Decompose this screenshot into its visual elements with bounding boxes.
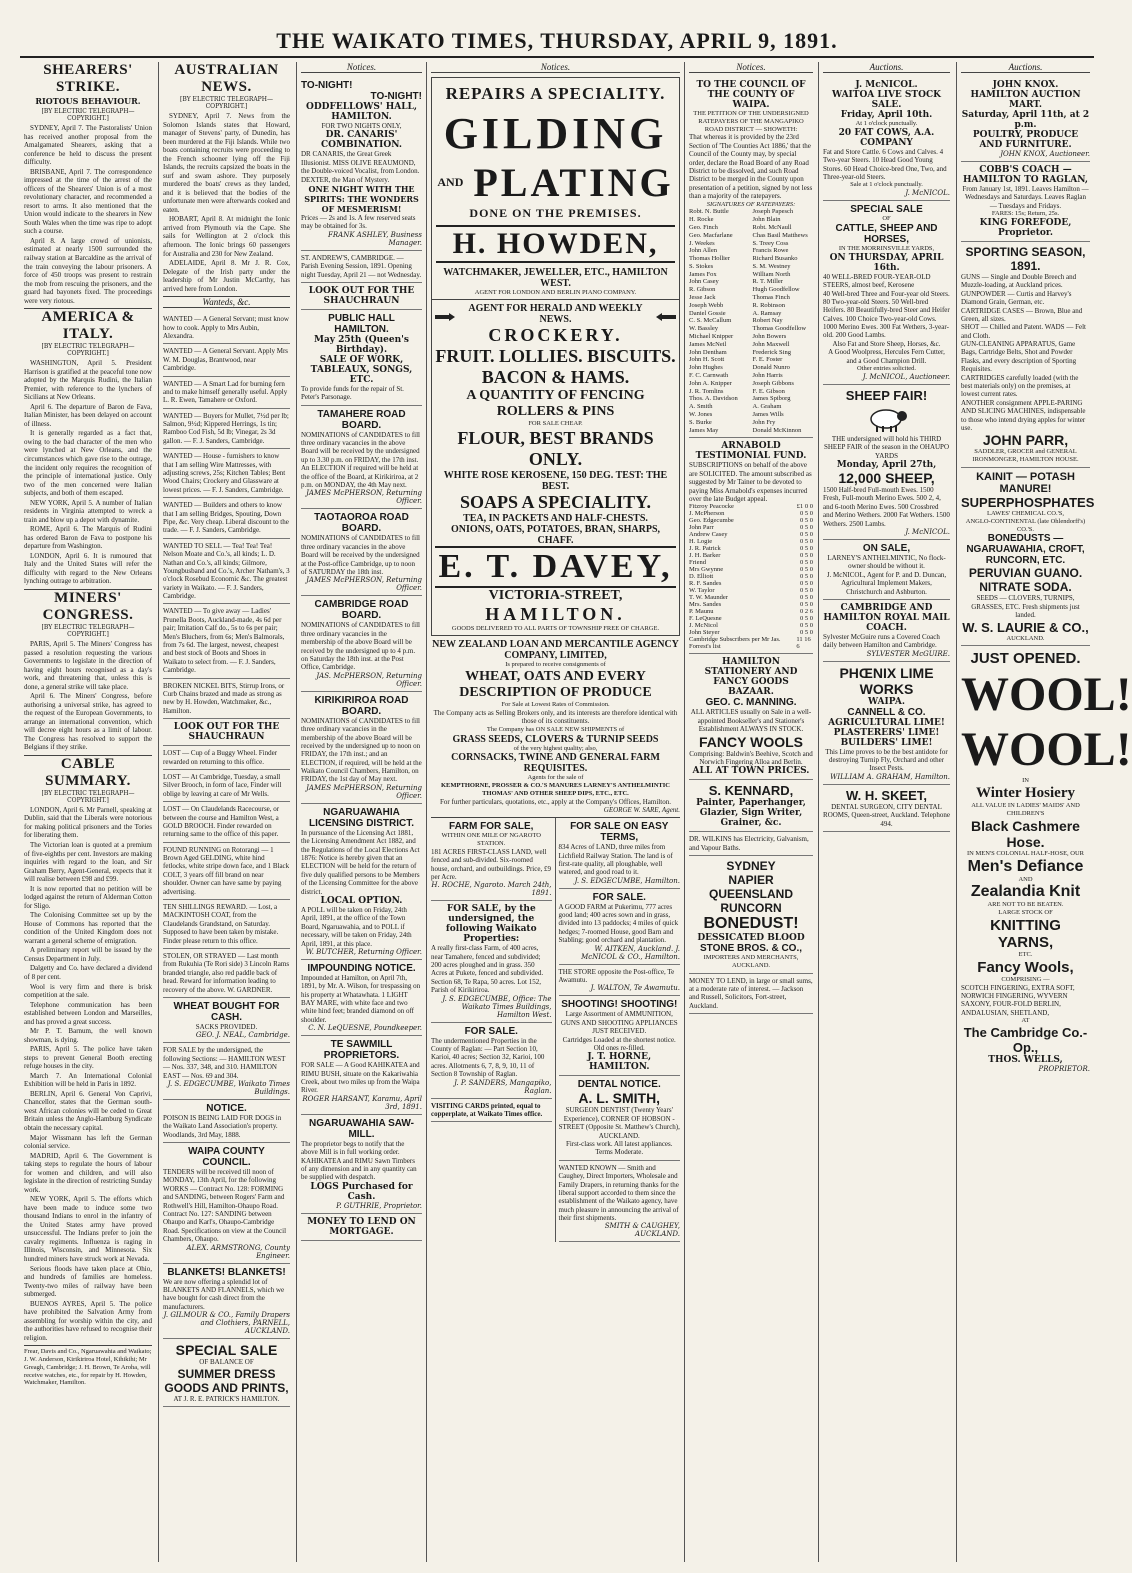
ratepayer-signature: Joseph Papesch: [752, 208, 794, 216]
article-paragraph: The Colonising Committee set up by the House of Commons has reported that the condition of the United Kingdom does not warrant a general scheme of emigration.: [24, 911, 152, 945]
article-paragraph: ADELAIDE, April 8. Mr J. R. Cox, Delegate of the Irish party under the leadership of Mr Justin McCarthy, has arrived here from London.: [163, 259, 290, 293]
dental-ad: DENTAL NOTICE. A. L. SMITH, SURGEON DENTIST (Twenty Years' Experience), CORNER OF HOBSON - STREET (Opposite St. Matthew's Church), AUCKLAND. First-class work. All latest appliances. Terms Moderate.: [559, 1076, 681, 1160]
classified-ad: WANTED TO SELL — Tea! Tea! Tea! Nelson Moate and Co.'s, all kinds; L. D. Nathan and Co.'s, all kinds; Gilmore, Youngbusband and Co.'s, Archer Natham's, 3 o'clock Rosebud Economic &c. The greatest variety in Waikato. — F. J. Sanders, Cambridge.: [163, 539, 290, 605]
headline-australian: AUSTRALIAN NEWS.: [174, 62, 279, 95]
subscription-amount: 0 5 0: [800, 538, 813, 546]
classified-ad: WAIPA COUNTY COUNCIL. TENDERS will be received till noon of MONDAY, 13th April, for the following WORKS — Contract No. 128: FORMING and SANDING, between Rogers' Farm and Rothwell's Hill, Hamilton-Ohaupo Road. Contract No. 127: SANDING between Ohaupo and Karl's, Ohaupo-Cambridge Road. Specifications on view at the Council Chambers, Ohaupo. ALEX. ARMSTRONG, County Engineer.: [163, 1143, 290, 1264]
ratepayer-signature: John Hughes: [689, 364, 723, 372]
classified-ad: LOOK OUT FOR THE SHAUCHRAUN: [301, 283, 422, 310]
classified-ad: BLANKETS! BLANKETS! We are now offering a splendid lot of BLANKETS AND FLANNELS, which we have bought for cash direct from the manufacturers. J. GILMOUR & CO., Family Drapers and Clothiers, PARNELL, AUCKLAND.: [163, 1264, 290, 1340]
article-paragraph: Dalgetty and Co. have declared a dividend of 8 per cent.: [24, 964, 152, 981]
subscription-row: [689, 636, 813, 650]
howden-name: H. HOWDEN,: [436, 225, 675, 263]
howden-ad: [431, 77, 680, 300]
ratepayer-signature: John Fry: [752, 418, 776, 426]
subscriber-name: Fitzroy Peacocke: [689, 503, 734, 511]
ratepayer-signature: Robt. N. Buttle: [689, 208, 729, 216]
ratepayer-signature: Joseph Gibbons: [752, 379, 794, 387]
shooting-ad: SHOOTING! SHOOTING! Large Assortment of AMMUNITION, GUNS AND SHOOTING APPLIANCES JUST RECEIVED. Cartridges Loaded at the shortest notice. Old ones re-filled. J. T. HORNE, HAMILTON.: [559, 996, 681, 1076]
subscription-row: [689, 552, 813, 559]
column-news-2: [158, 62, 294, 1562]
ratepayer-signature: John Harris: [752, 372, 783, 380]
classified-ad: FOR SALE. A GOOD FARM at Pukerimu, 777 acres good land; 400 acres sown and in grass, divided into 13 paddocks; 4 miles of quick hedges; 7-roomed House, good Barn and Stabling; good orchard and plantation. W. AITKEN, Auckland. J. McNICOL & CO., Hamilton.: [559, 889, 681, 965]
subscription-row: [689, 573, 813, 580]
onions-line: ONIONS, OATS, POTATOES, BRAN, SHARPS, CHAFF.: [450, 523, 661, 546]
ratepayer-signature: James May: [689, 426, 719, 434]
telegraph-tag: [BY ELECTRIC TELEGRAPH—COPYRIGHT.]: [41, 623, 135, 638]
crockery-line: CROCKERY.: [488, 324, 623, 345]
subscriber-name: J. McPherson: [689, 510, 725, 518]
ratepayer-signature: Geo. Macfarlane: [689, 231, 733, 239]
subscription-amount: 0 5 0: [800, 573, 813, 581]
telegraph-tag: [BY ELECTRIC TELEGRAPH—COPYRIGHT.]: [41, 108, 135, 122]
ratepayer-signature: Joseph Webb: [689, 301, 724, 309]
ratepayer-signature: Donald McKinnon: [752, 426, 802, 434]
classified-ad: FOUND RUNNING on Rotorangi — 1 Brown Aged GELDING, white hind fetlocks, white stripe down face, and 1 Black COLT, 3 years off fill brand on near shoulder. Owner can have same by paying advertising.: [163, 843, 290, 900]
davey-name: E. T. DAVEY,: [435, 546, 676, 588]
subscription-row: [689, 629, 813, 636]
article-paragraph: PARIS, April 5. The Miners' Congress has passed a resolution requesting the various Governments to legislate in the direction of having eight hours recognised as a day's work, and threatening that, unless this is done, a general strike will take place.: [24, 639, 152, 691]
subscriber-name: J. McNicol: [689, 622, 718, 630]
article-paragraph: ROME, April 6. The Marquis of Rudini has ordered Baron de Fava to postpone his departure from Washington.: [24, 525, 152, 551]
ratepayer-signature: C. S. McCallum: [689, 317, 732, 325]
subscription-row: [689, 524, 813, 531]
article-paragraph: SYDNEY, April 7. The Pastoralists' Union has received another proposal from the Amalgamated Shearers, asking that a conference be held to discuss the present difficulty.: [24, 124, 152, 167]
ratepayer-signature: A. Graham: [752, 403, 782, 411]
subscriber-name: D. Elliott: [689, 573, 714, 581]
skeet-ad: W. H. SKEET, DENTAL SURGEON, CITY DENTAL ROOMS, Queen-street, Auckland. Telephone 494.: [823, 785, 950, 832]
cornsacks: CORNSACKS, TWINE AND GENERAL FARM REQUISITES.: [451, 752, 660, 775]
ratepayer-signature: John Maxwell: [752, 340, 790, 348]
classified-ad: ST. ANDREW'S, CAMBRIDGE. — Parish Evening Session, 1891. Opening night Tuesday, April 21 — not Wednesday.: [301, 251, 422, 283]
signature-column: [689, 208, 750, 434]
footer-agents: Frear, Davis and Co., Ngaruawahia and Waikato; J. W. Anderson, Kirikiriroa Hotel, Kihikihi; Mr Greagh, Cambridge; J. H. Brown, Te Aroha, will receive watches, etc., for repair by H. Howden, Watchmaker, Hamilton.: [24, 1345, 152, 1387]
bonedust-ad: SYDNEY NAPIER QUEENSLAND RUNCORN BONEDUST! DESSICATED BLOOD STONE BROS. & CO., IMPORTERS AND MERCHANTS, AUCKLAND.: [689, 856, 813, 974]
article-paragraph: BERLIN, April 6. General Von Caprivi, Chancellor, states that the German south-west African colonies will be ceded to Great Britain unless the Anglo-Hamburg Syndicate obtain the necessary capital.: [24, 1089, 152, 1132]
testimonial-ad: ARNABOLD TESTIMONIAL FUND. SUBSCRIPTIONS on behalf of the above are SOLICITED. The amount subscribed as suggested by Mr Tainer to be devoted to paying Miss Arnabold's expenses incurred over the late Budget appeal. Fitzroy Peacocke £1 0 0 J. McPherson 0 5 0 Geo. Edgecumbe 0 5 0 John Parr 0 5 0 Andrew Casey 0 5 0 H. Logie 0 5 0 J. R. Patrick 0 5 0 J. H. Barker 0 5 0 Friend 0 5 0 Mrs Gwynne 0 5 0 D. Elliott 0 5 0 R. F. Sandes 0 5 0 W. Taylor 0 5 0 T. W. Maunder 0 5 0 Mrs. Sandes 0 5 0 P. Maunu 0 2 6 F. LeQuesne 0 5 0 J. McNicol 0 5 0 John Steyer 0 5 0 Cambridge Subscribers per Mr Jas. Forrest's list 11 16 6: [689, 438, 813, 654]
classified-ad: TE SAWMILL PROPRIETORS. FOR SALE — A Good KAHIKATEA and RIMU BUSH, situate on the Kakariwahia Creek, about two miles up from the Waipa River. ROGER HARSANT, Karamu, April 3rd, 1891.: [301, 1036, 422, 1115]
ratepayer-signature: Robert Nay: [752, 317, 783, 325]
done-premises: DONE ON THE PREMISES.: [469, 206, 642, 220]
subscriber-name: John Steyer: [689, 629, 720, 637]
coach-ad: CAMBRIDGE AND HAMILTON ROYAL MAIL COACH. Sylvester McGuire runs a Covered Coach daily between Hamilton and Cambridge. SYLVESTER McGUIRE.: [823, 600, 950, 662]
bacon-line: BACON & HAMS.: [481, 366, 630, 387]
flour-line: FLOUR, BEST BRANDS ONLY.: [457, 427, 654, 469]
subscriber-name: Geo. Edgecumbe: [689, 517, 734, 525]
stationery-ad: HAMILTON STATIONERY AND FANCY GOODS BAZAAR. GEO. C. MANNING. ALL ARTICLES usually on Sale in a well-appointed Bookseller's and Stationer's Establishment ALWAYS IN STOCK. FANCY WOOLS Comprising: Baldwin's Beehive, Scotch and Norwich Fingering Alloa and Berlin. ALL AT TOWN PRICES.: [689, 654, 813, 780]
ratepayer-signature: John Blain: [752, 216, 781, 224]
ratepayer-signature: F. C. Carnwath: [689, 372, 729, 380]
classified-ad: WANTED — Buyers for Mullet, 7½d per lb; Salmon, 9½d; Kippered Herrings, 1s tin; Ramboo Cod Fish, 5d lb; Vinegar, 2s 3d gallon. — F. J. Sanders, Cambridge.: [163, 409, 290, 450]
impounding-notice: IMPOUNDING NOTICE. Impounded at Hamilton, on April 7th, 1891, by Mr. A. Wilson, for trespassing on his property at Whatawhata. 1 LIGHT BAY MARE, with white face and two white hind feet; branded diamond on off shoulder. C. N. LeQUESNE, Poundkeeper.: [301, 960, 422, 1036]
davey-ad: [431, 300, 680, 637]
split-right: [556, 818, 681, 1242]
subscription-row: [689, 580, 813, 587]
classified-ad: MONEY TO LEND ON MORTGAGE.: [301, 1214, 422, 1241]
subscription-amount: 0 5 0: [800, 545, 813, 553]
subscription-amount: £1 0 0: [796, 503, 813, 511]
subscription-row: [689, 594, 813, 601]
subscriber-name: Andrew Casey: [689, 531, 728, 539]
column-notices-1: [296, 62, 426, 1562]
column-header: Notices.: [301, 62, 422, 73]
sporting-ad: SPORTING SEASON, 1891. GUNS — Single and Double Breech and Muzzle-loading, at Auckland prices. GUNPOWDER — Curtis and Harvey's Diamond Grain, German, etc. CARTRIDGE CASES — Brown, Blue and Green, all sizes. SHOT — Chilled and Patent. WADS — Felt and Cloth. GUN-CLEANING APPARATUS, Game Bags, Cartridge Belts, Shot and Powder Flasks, and every description of Sporting Requisites. CARTRIDGES carefully loaded (with the best materials only) on the premises, at lowest current rates. ANOTHER consignment APPLE-PARING AND SLICING MACHINES, indispensable to those who intend drying apples for winter use. JOHN PARR, SADDLER, GROCER and GENERAL IRONMONGER, HAMILTON HOUSE.: [961, 242, 1090, 468]
ratepayer-signature: John Allen: [689, 247, 717, 255]
subscription-row: [689, 531, 813, 538]
ratepayer-signature: W. Jones: [689, 411, 713, 419]
wheat-produce: WHEAT, OATS AND EVERY DESCRIPTION OF PRODUCE: [459, 669, 652, 701]
subscription-amount: 0 5 0: [800, 622, 813, 630]
wilkins-ad: DR. WILKINS has Electricity, Galvanism, and Vapour Baths.: [689, 832, 813, 856]
repairs-line: REPAIRS A SPECIALITY.: [445, 84, 666, 103]
subscription-amount: 0 5 0: [800, 510, 813, 518]
ratepayer-signature: R. T. Miller: [752, 278, 783, 286]
subscription-amount: 0 5 0: [800, 566, 813, 574]
column-notices-2: [426, 62, 684, 1562]
article-paragraph: It is generally regarded as a fact that, owing to the bad character of the men who were lynched at New Orleans, and the circumstances which gave rise to the outrage, the incident only requires the recognition of the principle of international justice. Only two of the men concerned were Italian subjects, and both of them escaped.: [24, 429, 152, 498]
ratepayer-signature: S. M. Westney: [752, 262, 791, 270]
pointing-hand-icon: [435, 309, 457, 319]
section-wanteds: Wanteds, &c.: [163, 296, 290, 308]
article-paragraph: MADRID, April 6. The Government is taking steps to regulate the hours of labour for women and children, and will also legislate in the direction of restricting Sunday work.: [24, 1151, 152, 1194]
classified-ad: LOST — At Cambridge, Tuesday, a small Silver Brooch, in form of lace, Finder will oblige by leaving at care of Mr Wells.: [163, 770, 290, 802]
article-paragraph: BRISBANE, April 7. The correspondence impressed at the time of the arrest of the officers of the Shearers' Union is of a most revolutionary character, and recommended a resort to arms. It also mentioned that the Union would indicate to the shearers in New South Wales when the time was ripe to adopt such a course.: [24, 167, 152, 236]
classified-ad: BROKEN NICKEL BITS, Stirrup Irons, or Curb Chains brazed and made as strong as new by H. Howden, Watchmaker, &c., Hamilton.: [163, 679, 290, 720]
classified-ad: NOTICE. POISON IS BEING LAID FOR DOGS in the Waikato Land Association's property. Woodlands, 3rd May, 1888.: [163, 1100, 290, 1143]
classified-ad: WANTED KNOWN — Smith and Caughey, Direct Importers, Wholesale and Family Drapers, in returning thanks for the liberal support accorded to them since the establishment of the Waikato agency, have much pleasure in announcing the arrival of their first shipments. SMITH & CAUGHEY, AUCKLAND.: [559, 1161, 681, 1243]
classified-ad: PUBLIC HALL HAMILTON. May 25th (Queen's Birthday). SALE OF WORK, TABLEAUX, SONGS, ETC. To provide funds for the repair of St. Peter's Parsonage.: [301, 310, 422, 406]
subscriber-name: T. W. Maunder: [689, 594, 728, 602]
howden-subtitle: WATCHMAKER, JEWELLER, ETC., HAMILTON WEST.: [443, 267, 668, 289]
coach-ad: COBB'S COACH — HAMILTON TO RAGLAN, From January 1st, 1891. Leaves Hamilton — Wednesdays and Saturdays. Leaves Raglan — Tuesdays and Fridays. FARES: 15s; Return, 25s. KING FOREFODE, Proprietor.: [961, 162, 1090, 242]
subscription-row: [689, 622, 813, 629]
road-board-notice: TAMAHERE ROAD BOARD. NOMINATIONS of CANDIDATES to fill three ordinary vacancies in the above Board will be received by the undersigned up to 3.30 p.m. on FRIDAY, the 17th inst. An ELECTION if required will be held at the office of the Board, at Kirikiriroa, at 2 p.m. on MONDAY, the 4th May next. JAMES McPHERSON, Returning Officer.: [301, 406, 422, 510]
subscriber-name: Mrs. Sandes: [689, 601, 722, 609]
subscriber-name: J. H. Barker: [689, 552, 721, 560]
subscription-amount: 0 5 0: [800, 531, 813, 539]
ratepayer-signature: Francis Rowe: [752, 247, 789, 255]
goods-delivered: GOODS DELIVERED TO ALL PARTS OF TOWNSHIP FREE OF CHARGE.: [451, 624, 660, 632]
ratepayer-signature: Thos. A. Davidson: [689, 395, 738, 403]
article-paragraph: NEW YORK, April 5. A number of Italian residents in Virginia attempted to wreck a train and blow up a depot with dynamite.: [24, 498, 152, 524]
licensing-notice: NGARUAWAHIA LICENSING DISTRICT. In pursuance of the Licensing Act 1881, the Licensing Amendment Act 1882, and the Regulations of the Local Elections Act 1876: Notice is hereby given that an ELECTION will be held for the return of five duly qualified persons to be Members of the Licensing Committee for the above district. LOCAL OPTION. A POLL will be taken on Friday, 24th April, 1891, at the office of the Town Board, Ngaruawahia, and to POLL if necessary, will be taken on Friday, 24th April, 1891, at this place. W. BUTCHER, Returning Officer.: [301, 804, 422, 960]
article-paragraph: WASHINGTON, April 5. President Harrison is gratified at the peaceful tone now adopted by the Marquis Rudini, the Italian Premier, with reference to the lynchers of Sicilians at New Orleans.: [24, 359, 152, 402]
herald-agent: AGENT FOR HERALD AND WEEKLY NEWS.: [468, 302, 643, 325]
article-paragraph: April 8. A large crowd of unionists, estimated at nearly 1500 surrounded the railway station at Barcaldine as the arrival of the train conveying the labour prisoners. A force of 450 troops was present to restrain the mob from rescuing the prisoners, and the guard had bayonets fixed. The proceedings were very riotous.: [24, 236, 152, 305]
subscription-amount: 11 16 6: [796, 636, 811, 651]
article-paragraph: Serious floods have taken place at Ohio, and hundreds of families are homeless. Twenty-two miles of railway have been submerged.: [24, 1264, 152, 1299]
subscription-amount: 0 5 0: [800, 601, 813, 609]
ratepayer-signature: James Wills: [752, 411, 784, 419]
cambridge-coop-ad: JUST OPENED. WOOL! WOOL! IN Winter Hosiery ALL VALUE IN LADIES' MAIDS' AND CHILDREN'S Black Cashmere Hose. IN MEN'S COLONIAL HALF-HOSE, OUR Men's Defiance AND Zealandia Knit ARE NOT TO BE BEATEN. LARGE STOCK OF KNITTING YARNS, ETC. Fancy Wools, COMPRISING — SCOTCH FINGERING, EXTRA SOFT, NORWICH FINGERING, WYVERN SAXONY, FOUR-FOLD BERLIN, ANDALUSIAN, SHETLAND, AT The Cambridge Co.-Op., THOS. WELLS, PROPRIETOR.: [961, 650, 1132, 1073]
signature-column: [753, 208, 814, 434]
ratepayer-signature: John Bowers: [752, 333, 787, 341]
subscription-amount: 0 5 0: [800, 580, 813, 588]
subscription-row: [689, 510, 813, 517]
classified-ad: WANTED — House - furnishers to know that I am selling Wire Mattresses, with adjusting screws, 25s; Kitchen Tables; Bent Wood Chairs; Crockery and Glassware at lowest prices. — F. J. Sanders, Cambridge.: [163, 449, 290, 498]
just-opened: JUST OPENED.: [970, 650, 1081, 668]
classified-ad: FOR SALE by the undersigned, the following Sections: — HAMILTON WEST — Nos. 337, 348, and 310. HAMILTON EAST — Nos. 69 and 304. J. S. EDGECUMBE, Waikato Times Buildings.: [163, 1043, 290, 1100]
subscription-amount: 0 5 0: [800, 615, 813, 623]
subscription-row: [689, 608, 813, 615]
fencing-line: A QUANTITY OF FENCING ROLLERS & PINS: [466, 387, 645, 419]
fruit-line: FRUIT. LOLLIES. BISCUITS.: [435, 345, 676, 366]
ratepayer-signature: Jesse Jack: [689, 294, 716, 302]
headline-shearers: SHEARERS' STRIKE.: [43, 62, 133, 95]
manures-ad: KAINIT — POTASH MANURE! SUPERPHOSPHATES LAWES' CHEMICAL CO.'S, ANGLO-CONTINENTAL (late Ohlendorff's) CO.'S. BONEDUSTS — NGARUAWAHIA, CROFT, RUNCORN, ETC. PERUVIAN GUANO. NITRATE SODA. SEEDS — CLOVERS, TURNIPS, GRASSES, ETC. Fresh shipments just landed. W. S. LAURIE & CO., AUCKLAND.: [961, 468, 1090, 646]
telegraph-tag: [BY ELECTRIC TELEGRAPH—COPYRIGHT.]: [180, 96, 273, 110]
article-paragraph: April 6. The Miners' Congress, before authorising a universal strike, has agreed to the request of the European Governments, to arrange an international convention, which will decree eight hours as a limit of labour. The Congress has resolved to support the Belgians if they strike.: [24, 692, 152, 752]
wool-heading: WOOL!: [961, 723, 1132, 777]
lime-works-ad: PHŒNIX LIME WORKS WAIPA. CANNELL & CO. AGRICULTURAL LIME! PLASTERERS' LIME! BUILDERS' LIME! This Lime proves to be the best antidote for destroying Turnip Fly, Orchard and other Insect Pests. WILLIAM A. GRAHAM, Hamilton.: [823, 662, 950, 785]
classified-ad: THE STORE opposite the Post-office, Te Awamutu. J. WALTON, Te Awamutu.: [559, 965, 681, 997]
subscription-row: [689, 566, 813, 573]
soaps-line: SOAPS A SPECIALITY.: [460, 491, 651, 512]
hamilton-word: HAMILTON.: [485, 603, 626, 624]
knox-auction-ad: JOHN KNOX. HAMILTON AUCTION MART. Saturday, April 11th, at 2 p.m. POULTRY, PRODUCE AND FURNITURE. JOHN KNOX, Auctioneer.: [961, 77, 1090, 162]
wool-heading: WOOL!: [961, 668, 1132, 722]
classified-ad: LOST — On Claudelands Racecourse, or between the course and Hamilton West, a GOLD BROOCH. Finder rewarded on returning same to the office of this paper.: [163, 802, 290, 843]
ratepayer-signature: Donald Nunro: [752, 364, 790, 372]
ratepayer-signature: S. Burke: [689, 418, 712, 426]
classified-ad: SPECIAL SALE OF BALANCE OF SUMMER DRESS GOODS AND PRINTS, AT J. R. E. PATRICK'S HAMILTON.: [163, 1339, 290, 1407]
subscription-amount: 0 2 6: [800, 608, 813, 616]
subscriber-name: John Parr: [689, 524, 714, 532]
subscription-row: [689, 503, 813, 510]
ratepayer-signature: J. R. Tomlins: [689, 387, 724, 395]
signature-list: [689, 208, 813, 434]
fencing-sub: FOR SALE CHEAP.: [528, 419, 583, 427]
ratepayer-signature: Daniel Gossie: [689, 309, 726, 317]
subscriber-name: Mrs Gwynne: [689, 566, 724, 574]
subscriber-name: P. Maunu: [689, 608, 714, 616]
headline-miners: MINERS' CONGRESS.: [24, 589, 152, 624]
money-ad: MONEY TO LEND, in large or small sums, at a moderate rate of interest. — Jackson and Russell, Solicitors, Fort-street, Auckland.: [689, 974, 813, 1015]
and-word: AND: [437, 175, 464, 189]
ratepayer-signature: J. Weekes: [689, 239, 715, 247]
victoria-street: VICTORIA-STREET,: [488, 587, 623, 603]
column-notices-3: [684, 62, 817, 1562]
classified-ad: VISITING CARDS printed, equal to copperplate, at Waikato Times office.: [431, 1099, 552, 1123]
ratepayer-signature: Geo. Finch: [689, 223, 718, 231]
newspaper-title: THE WAIKATO TIMES, THURSDAY, APRIL 9, 1891.: [276, 28, 838, 53]
ratepayer-signature: R. Robinson: [752, 301, 786, 309]
subscription-row: [689, 559, 813, 566]
subscriber-name: R. F. Sandes: [689, 580, 722, 588]
classified-ad: WANTED — To give away — Ladies' Prunella Boots, Auckland-made, 4s 6d per pair; Imitation Calf do., 5s to 6s per pair; Men's Bluchers, from 6s; Men's Balmorals, from 7s 6d. The largest, newest, cheapest and best stock of Boots and Shoes in Waikato to select from. — F. J. Sanders, Cambridge.: [163, 604, 290, 678]
classified-ad: TEN SHILLINGS REWARD. — Lost, a MACKINTOSH COAT, from the Claudelands Grandstand, on Saturday. Supposed to have been taken by mistake. Finder please return to this office.: [163, 900, 290, 949]
subscriber-name: Friend: [689, 559, 706, 567]
article-paragraph: A preliminary report will be issued by the Census Department in July.: [24, 946, 152, 963]
article-paragraph: The Victorian loan is quoted at a premium of five-eighths per cent. Investors are making inquiries with regard to the loan, and Sir Graham Berry, Agent-General, expects that it will realise between £98 and £99.: [24, 841, 152, 884]
subscription-amount: 0 5 0: [800, 524, 813, 532]
ratepayer-signature: A. Smith: [689, 403, 713, 411]
plating-title: PLATING: [473, 160, 674, 205]
road-board-notice: KIRIKIRIROA ROAD BOARD. NOMINATIONS of CANDIDATES to fill three ordinary vacancies in the membership of the above Board will be received by the undersigned up to noon on FRIDAY, the 17th inst.; and an ELECTION, if required, will be held at the Waikato Council Chambers, Hamilton, on FRIDAY, the 1st day of May next. JAMES McPHERSON, Returning Officer.: [301, 692, 422, 804]
article-paragraph: Wool is very firm and there is brisk competition at the sale.: [24, 982, 152, 1000]
classified-ad: STOLEN, OR STRAYED — Last month from Rukuhia (Te Rori side) 3 Lincoln Rams branded triangle, also red paddle back of head. Reward for information leading to recovery of the above. W. GARDNER.: [163, 949, 290, 998]
article-paragraph: LONDON, April 6. Mr Parnell, speaking at Dublin, said that the Liberals were notorious for making political prisoners and the Tories for liberating them.: [24, 805, 152, 840]
column-auctions-2: [956, 62, 1132, 1562]
road-board-notice: TAOTAOROA ROAD BOARD. NOMINATIONS of CANDIDATES to fill three ordinary vacancies in the above Board will be received by the undersigned at the Post-office Cambridge, up to noon of SATURDAY the 18th inst. JAMES McPHERSON, Returning Officer.: [301, 509, 422, 596]
ratepayer-signature: Richard Busanko: [752, 255, 798, 263]
subscription-row: [689, 545, 813, 552]
ratepayer-signature: William North: [752, 270, 791, 278]
article-paragraph: SYDNEY, April 7. News from the Solomon Islands states that Howard, manager of Stevens' party, of Dunedin, has been murdered at the Fiji Islands. While two boats containing recruits were proceeding to the French schooner lying off the Fiji Islands, the recruits capsized the boats in the surf and swam ashore. They purposely murdered the boats' crews as they landed, and it is believed that the bodies of the unfortunate men were afterwards cooked and eaten.: [163, 112, 290, 214]
article-paragraph: PARIS, April 5. The police have taken steps to prevent General Booth erecting refuge houses in the city.: [24, 1045, 152, 1071]
ratepayer-signature: James Fox: [689, 270, 717, 278]
subscription-row: [689, 615, 813, 622]
sheep-fair-ad: SHEEP FAIR! THE undersigned will hold his THIRD SHEEP FAIR of the season in the OHAUPO YARDS Monday, April 27th, 12,000 SHEEP, 1500 Half-bred Full-mouth Ewes. 1500 Fresh, Full-mouth Merino Ewes. 500 2, 4, and 6-tooth Merino Ewes. 500 Crossbred and Merino Wethers. 2000 Fat Wethers. 1500 Wethers. 2500 Lambs. J. McNICOL.: [823, 385, 950, 540]
ratepayer-signature: Michael Knipper: [689, 333, 734, 341]
classified-ad: WHEAT BOUGHT FOR CASH. SACKS PROVIDED. GEO. J. NEAL, Cambridge.: [163, 998, 290, 1043]
article-paragraph: Mr P. T. Barnum, the well known showman, is dying.: [24, 1027, 152, 1044]
classified-ad: FARM FOR SALE, WITHIN ONE MILE OF NGAROTO STATION. 181 ACRES FIRST-CLASS LAND, well fenced and sub-divided. Six-roomed house, orchard, and outbuildings. Price, £9 per Acre. H. ROCHE, Ngaroto. March 24th, 1891.: [431, 818, 552, 901]
classified-ad: WANTED — A General Servant; must know how to cook. Apply to Mrs Aubin, Alexandra.: [163, 312, 290, 344]
column-header: Notices.: [689, 62, 813, 73]
split-ads: [431, 818, 680, 1242]
gilding-title: GILDING: [443, 109, 668, 158]
telegraph-tag: [BY ELECTRIC TELEGRAPH—COPYRIGHT.]: [41, 789, 135, 804]
petition-ad: TO THE COUNCIL OF THE COUNTY OF WAIPA. THE PETITION OF THE UNDERSIGNED RATEPAYERS OF THE MANGAPIKO ROAD DISTRICT — SHOWETH: That whereas it is provided by the 23rd Section of 'The Counties Act 1886,' that the Council of the County may, by special order, declare the Road Board of any Road District to be dissolved, and such Road District to be merged in the County upon presentation of a petition, signed by not less than a majority of the ratepayers. SIGNATURES OF RATEPAYERS: Robt. N. Buttle H. Rocke Geo. Finch Geo. Macfarlane J. Weekes John Allen Thomas Hollier S. Stokes James Fox John Casey R. Gibson Jesse Jack Joseph Webb Daniel Gossie C. S. McCallum W. Bassley Michael Knipper James McNeil John Dentham John H. Scott John Hughes F. C. Carnwath John A. Knipper J. R. Tomlins Thos. A. Davidson A. Smith W. Jones S. Burke James May Joseph Papesch John Blain Robt. McNaull Chas Basil Matthews S. Treey Coss Francis Rowe Richard Busanko S. M. Westney William North R. T. Miller Hugh Goodfellow Thomas Finch R. Robinson A. Ramsay Robert Nay Thomas Goodfellow John Bowers John Maxwell Frederick Sing F. E. Foster Donald Nunro John Harris Joseph Gibbons F. E. Gibson James Spiborg A. Graham James Wills John Fry Donald McKinnon: [689, 77, 813, 438]
article-paragraph: It is now reported that no petition will be lodged against the return of Alderman Cotton for Sligo.: [24, 884, 152, 910]
column-header: Notices.: [431, 62, 680, 73]
ratepayer-signature: John H. Scott: [689, 356, 725, 364]
ratepayer-signature: S. Stokes: [689, 262, 714, 270]
classified-ad: LOST — Cup of a Buggy Wheel. Finder rewarded on returning to this office.: [163, 746, 290, 770]
masthead: [20, 28, 1094, 58]
article-paragraph: LONDON, April 6. It is rumoured that Italy and the United States will refer the difficulty with regard to the New Orleans lynching outrage to arbitration.: [24, 551, 152, 586]
article-paragraph: NEW YORK, April 5. The efforts which have been made to induce some two thousand Indians to enrol in the infantry of the United States army have proved unsuccessful. The Indians prefer to join the cavalry regiments. Influenza is raging in Illinois, Wisconsin, and Minnesota. Six hundred miners have struck work at Nevada.: [24, 1195, 152, 1263]
classified-ad: NGARUAWAHIA SAW-MILL. The proprietor begs to notify that the above Mill is in full working order. KAHIKATEA and RIMU Sawn Timbers of any dimension and in any quantity can be supplied with despatch. LOGS Purchased for Cash. P. GUTHRIE, Proprietor.: [301, 1115, 422, 1214]
subscription-amount: 0 5 0: [800, 594, 813, 602]
subscription-row: [689, 601, 813, 608]
column-header: Auctions.: [823, 62, 950, 73]
ratepayer-signature: W. Bassley: [689, 325, 719, 333]
pointing-hand-icon: [654, 309, 676, 319]
kennard-ad: S. KENNARD, Painter, Paperhanger, Glazier, Sign Writer, Grainer, &c.: [689, 780, 813, 832]
ratepayer-signature: John Casey: [689, 278, 719, 286]
subscriber-name: F. LeQuesne: [689, 615, 722, 623]
subscription-row: [689, 587, 813, 594]
ratepayer-signature: Frederick Sing: [752, 348, 791, 356]
entertainment-ad: TO-NIGHT! TO-NIGHT! ODDFELLOWS' HALL, HAMILTON. FOR TWO NIGHTS ONLY, DR. CANARIS' COMBINATION. DR CANARIS, the Great Greek Illusionist. MISS OLIVE REAUMOND, the Double-voiced Vocalist, from London. DEXTER, the Man of Mystery. ONE NIGHT WITH THE SPIRITS: THE WONDERS OF MESMERISM! Prices — 2s and 1s. A few reserved seats may be obtained for 3s. FRANK ASHLEY, Business Manager.: [301, 77, 422, 251]
ratepayer-signature: Chas Basil Matthews: [752, 231, 808, 239]
subscription-row: [689, 538, 813, 545]
road-board-notice: CAMBRIDGE ROAD BOARD. NOMINATIONS of CANDIDATES to fill three ordinary vacancies in the membership of the above Board will be received by the undersigned up to 4 p.m. on Saturday the 18th inst. at the Post Office, Cambridge. JAS. McPHERSON, Returning Officer.: [301, 596, 422, 691]
ratepayer-signature: Hugh Goodfellow: [752, 286, 800, 294]
classified-ad: FOR SALE ON EASY TERMS, 834 Acres of LAND, three miles from Lichfield Railway Station. The land is of first-rate quality, all ploughable, well watered, and good road to it. J. S. EDGECUMBE, Hamilton.: [559, 818, 681, 889]
subscriber-name: Cambridge Subscribers per Mr Jas. Forrest's list: [689, 636, 781, 651]
headline-america-italy: AMERICA & ITALY.: [24, 308, 152, 343]
larneys-ad: ON SALE, LARNEY'S ANTHELMINTIC, No flock-owner should be without it. J. McNICOL, Agent for P. and D. Duncan, Agricultural Implement Makers, Christchurch and Ashburton.: [823, 540, 950, 600]
telegraph-tag: [BY ELECTRIC TELEGRAPH—COPYRIGHT.]: [41, 343, 135, 358]
subscriber-name: J. R. Patrick: [689, 545, 721, 553]
split-left: [431, 818, 556, 1242]
ratepayer-signature: R. Gibson: [689, 286, 716, 294]
classified-ad: WANTED — Builders and others to know that I am selling Bridges, Spouting, Down Pipe, &c. Very cheap. Liberal discount to the trade. — F. J. Sanders, Cambridge.: [163, 498, 290, 539]
subhead-riotous: RIOTOUS BEHAVIOUR.: [35, 96, 141, 106]
ratepayer-signature: John Dentham: [689, 348, 727, 356]
classified-ad: LOOK OUT FOR THE SHAUCHRAUN: [163, 719, 290, 746]
article-paragraph: BUENOS AYRES, April 5. The police have prohibited the Salvation Army from assembling for worship within the city, and the authorities have refused to recognise their religion.: [24, 1299, 152, 1342]
ratepayer-signature: Thomas Finch: [752, 294, 790, 302]
subscription-amount: 0 5 0: [800, 552, 813, 560]
article-paragraph: April 6. The departure of Baron de Fava, Italian Minister, has been delayed on account of illness.: [24, 402, 152, 428]
sheep-icon: [864, 405, 910, 433]
ratepayer-signature: James Spiborg: [752, 395, 791, 403]
column-auctions-1: [818, 62, 954, 1562]
tea-line: TEA, IN PACKETS AND HALF-CHESTS.: [463, 512, 648, 524]
subscription-list: [689, 503, 813, 650]
nz-loan-title: NEW ZEALAND LOAN AND MERCANTILE AGENCY COMPANY, LIMITED,: [432, 639, 679, 662]
column-header: Auctions.: [961, 62, 1090, 73]
headline-cable: CABLE SUMMARY.: [24, 755, 152, 790]
classified-ad: FOR SALE. The undermentioned Properties in the County of Raglan: — Part Section 10, Karioi, 40 acres; Section 32, Karioi, 100 acres. Allotments 6, 7, 8, 9, 10, 11 of Section 8 Township of Raglan. J. P. SANDERS, Mangapiko, Raglan.: [431, 1023, 552, 1099]
piano-agent: AGENT FOR LONDON AND BERLIN PIANO COMPANY.: [474, 289, 637, 296]
ratepayer-signature: Thomas Goodfellow: [752, 325, 807, 333]
subscription-amount: 0 5 0: [800, 517, 813, 525]
article-paragraph: Telephone communication has been established between London and Marseilles, and has proved a great success.: [24, 1000, 152, 1026]
grass-seeds: GRASS SEEDS, CLOVERS & TURNIP SEEDS: [452, 733, 659, 745]
ratepayer-signature: James McNeil: [689, 340, 727, 348]
article-paragraph: HOBART, April 8. At midnight the Ionic arrived from Plymouth via the Cape. She sails for Wellington at 2 o'clock this afternoon. The Ionic brings 60 passengers for Australia and 230 for New Zealand.: [163, 215, 290, 258]
special-sale-ad: SPECIAL SALE OF CATTLE, SHEEP AND HORSES, IN THE MORRINSVILLE YARDS, ON THURSDAY, APRIL 16th. 40 WELL-BRED FOUR-YEAR-OLD STEERS, almost beef, Kerosene 40 Well-bred Three and Four-year old Steers. 80 Two-year-old Steers. 50 Well-bred Heifers. 80 Beautifully-bred Steer and Heifer Calves. 100 Choice Two-year-old Cows. 1000 Merino Ewes. 300 Fat Wethers, 3-year-old. 200 Good Lambs. Also Fat and Store Sheep, Horses, &c. A Good Woolpress, Hercules Fern Cutter, and a Good Champion Drill. Other entries solicited. J. McNICOL, Auctioneer.: [823, 201, 950, 385]
nz-loan-ad: NEW ZEALAND LOAN AND MERCANTILE AGENCY COMPANY, LIMITED, Is prepared to receive consignments of WHEAT, OATS AND EVERY DESCRIPTION OF PRODUCE For Sale at Lowest Rates of Commission. The Company acts as Selling Brokers only, and its interests are therefore identical with those of its constituents. The Company has ON SALE NEW SHIPMENTS of GRASS SEEDS, CLOVERS & TURNIP SEEDS of the very highest quality; also, CORNSACKS, TWINE AND GENERAL FARM REQUISITES. Agents for the sale of KEMPTHORNE, PROSSER & CO.'S MANURES LARNEY'S ANTHELMINTIC THOMAS' AND OTHER SHEEP DIPS, ETC., ETC. For further particulars, quotations, etc., apply at the Company's Offices, Hamilton. GEORGE W. SARE, Agent.: [431, 636, 680, 818]
ratepayer-signature: A. Ramsay: [752, 309, 782, 317]
subscription-amount: 0 5 0: [800, 559, 813, 567]
classified-ad: FOR SALE, by the undersigned, the following Waikato Properties: A really first-class Farm, of 400 acres, near Tamahere, fenced and subdivided; 200 acres ploughed and in grass. 350 Acres at Pukete, fenced and subdivided. Section 68, Te Rapa, 50 acres. Lot 152, Parish of Kirikiriroa. J. S. EDGECUMBE, Office: The Waikato Times Buildings, Hamilton West.: [431, 901, 552, 1022]
classified-ad: WANTED — A General Servant. Apply Mrs W. M. Douglas, Brantwood, near Cambridge.: [163, 344, 290, 376]
waitoa-sale-ad: J. McNICOL. WAITOA LIVE STOCK SALE. Friday, April 10th. At 1 o'clock punctually. 20 FAT COWS, A.A. COMPANY Fat and Store Cattle. 6 Cows and Calves. 4 Two-year Steers. 10 Head Good Young Stores. 60 Head Choice-bred One, Two, and Three-year-old Steers. Sale at 1 o'clock punctually. J. McNICOL.: [823, 77, 950, 201]
kerosene-line: WHITE ROSE KEROSENE, 150 DEG. TEST: THE BEST.: [443, 469, 668, 492]
ratepayer-signature: S. Treey Coss: [752, 239, 789, 247]
article-paragraph: March 7. An International Colonial Exhibition will be held in Paris in 1892.: [24, 1071, 152, 1089]
subscription-amount: 0 5 0: [800, 629, 813, 637]
ratepayer-signature: F. E. Foster: [752, 356, 783, 364]
subscriber-name: W. Taylor: [689, 587, 715, 595]
classified-ad: WANTED — A Smart Lad for burning fern and to make himself generally useful. Apply L. R. Ewen, Tamahere or Oxford.: [163, 377, 290, 409]
subscriber-name: H. Logie: [689, 538, 713, 546]
ratepayer-signature: John A. Knipper: [689, 379, 732, 387]
ratepayer-signature: Robt. McNaull: [752, 223, 792, 231]
ratepayer-signature: F. E. Gibson: [752, 387, 785, 395]
subscription-row: [689, 517, 813, 524]
ratepayer-signature: H. Rocke: [689, 216, 714, 224]
column-news-1: [20, 62, 156, 1562]
subscription-amount: 0 5 0: [800, 587, 813, 595]
ratepayer-signature: Thomas Hollier: [689, 255, 730, 263]
article-paragraph: Major Wissmann has left the German colonial service.: [24, 1133, 152, 1151]
